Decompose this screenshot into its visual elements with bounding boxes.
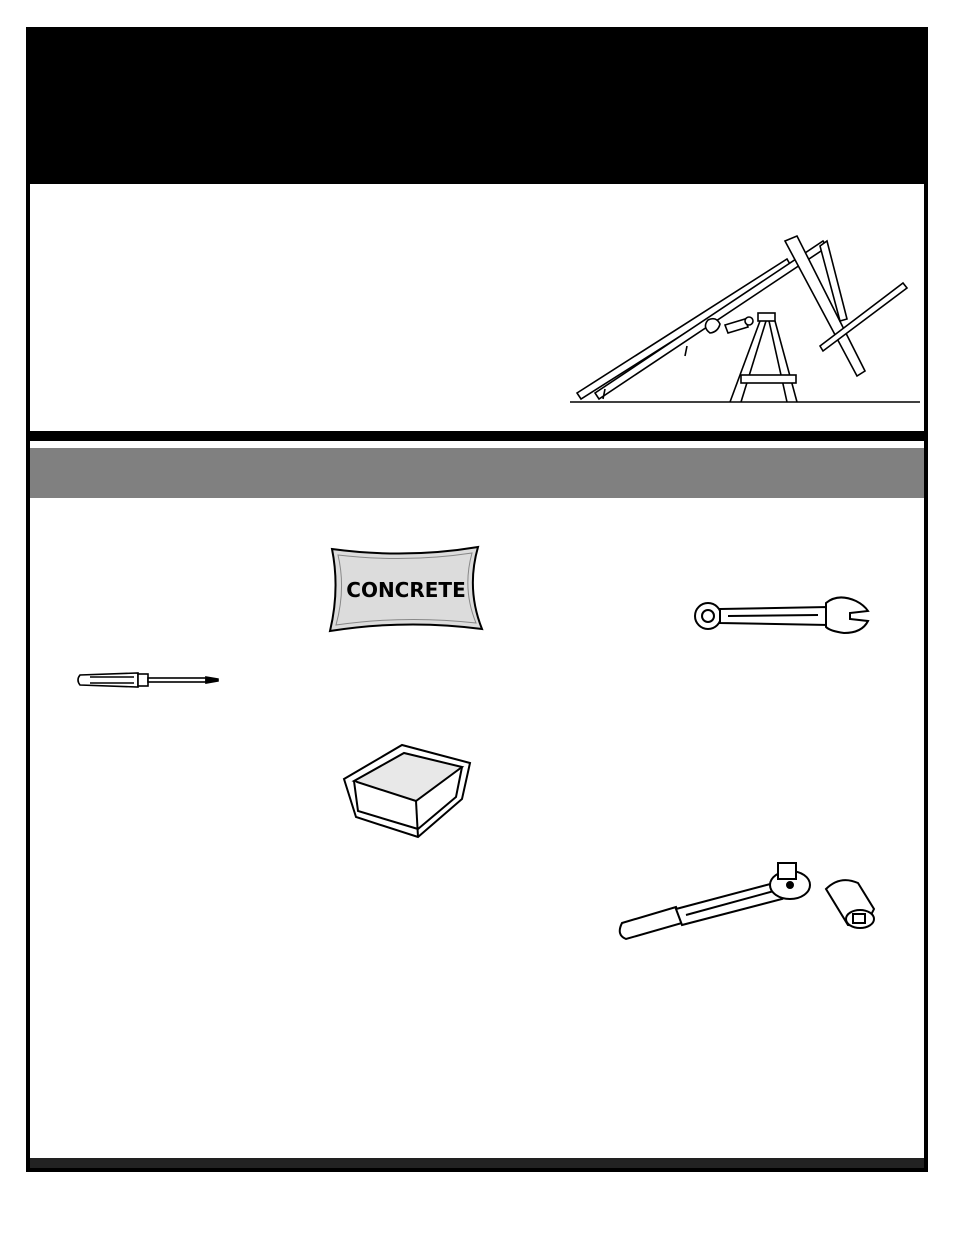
- concrete-bag-icon: [326, 543, 486, 635]
- swing-frame-illustration: [565, 221, 925, 411]
- page-frame: [26, 27, 928, 1172]
- concrete-label: CONCRETE: [346, 578, 466, 602]
- section-header-band: [30, 448, 924, 498]
- header-band: [30, 31, 924, 184]
- ratchet-and-socket-icon: [614, 849, 889, 941]
- screwdriver-icon: [76, 667, 226, 693]
- footer-band: [30, 1158, 924, 1168]
- combination-wrench-icon: [688, 595, 873, 637]
- section-divider: [30, 431, 924, 441]
- mixing-tub-icon: [340, 737, 472, 843]
